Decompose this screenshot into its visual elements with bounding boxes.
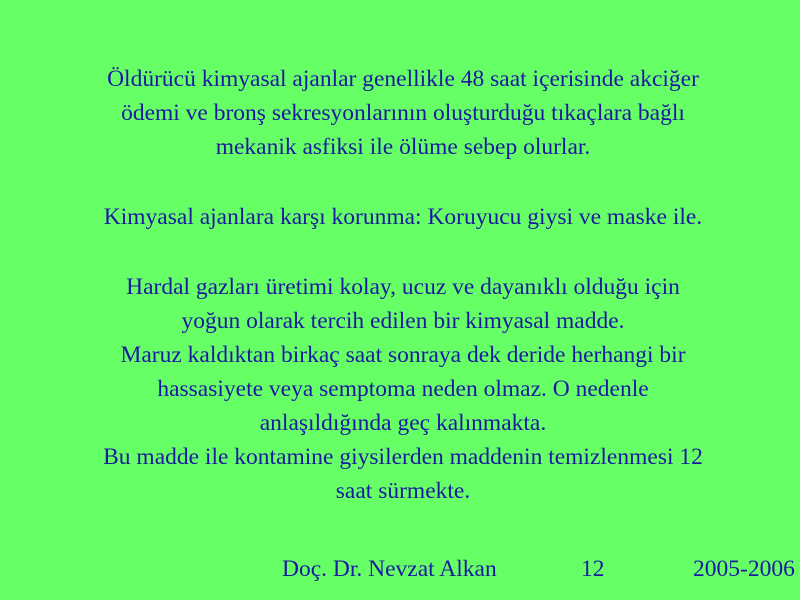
paragraph-protection bbox=[22, 200, 784, 234]
footer-author: Doç. Dr. Nevzat Alkan bbox=[282, 556, 497, 582]
footer-page-number: 12 bbox=[581, 556, 605, 582]
text-line: yoğun olarak tercih edilen bir kimyasal madde. bbox=[181, 308, 625, 334]
text-line: Kimyasal ajanlara karşı korunma: Koruyucu giysi ve maske ile. bbox=[103, 204, 703, 230]
text-line: Öldürücü kimyasal ajanlar genellikle 48 saat içerisinde akciğer bbox=[107, 66, 699, 92]
text-line: ödemi ve bronş sekresyonlarının oluşturduğu tıkaçlara bağlı bbox=[121, 100, 685, 126]
text-line: Bu madde ile kontamine giysilerden maddenin temizlenmesi 12 bbox=[103, 444, 703, 470]
text-line: Hardal gazları üretimi kolay, ucuz ve dayanıklı olduğu için bbox=[126, 274, 680, 300]
text-line: mekanik asfiksi ile ölüme sebep olurlar. bbox=[215, 134, 591, 160]
text-line: saat sürmekte. bbox=[335, 478, 471, 504]
text-line: hassasiyete veya semptoma neden olmaz. O nedenle bbox=[157, 376, 649, 402]
footer-year: 2005-2006 bbox=[693, 556, 795, 582]
text-line: Maruz kaldıktan birkaç saat sonraya dek deride herhangi bir bbox=[120, 342, 686, 368]
paragraph-lethal-agents bbox=[22, 62, 784, 164]
paragraph-mustard-gas bbox=[22, 270, 784, 508]
text-line: anlaşıldığında geç kalınmakta. bbox=[259, 410, 547, 436]
